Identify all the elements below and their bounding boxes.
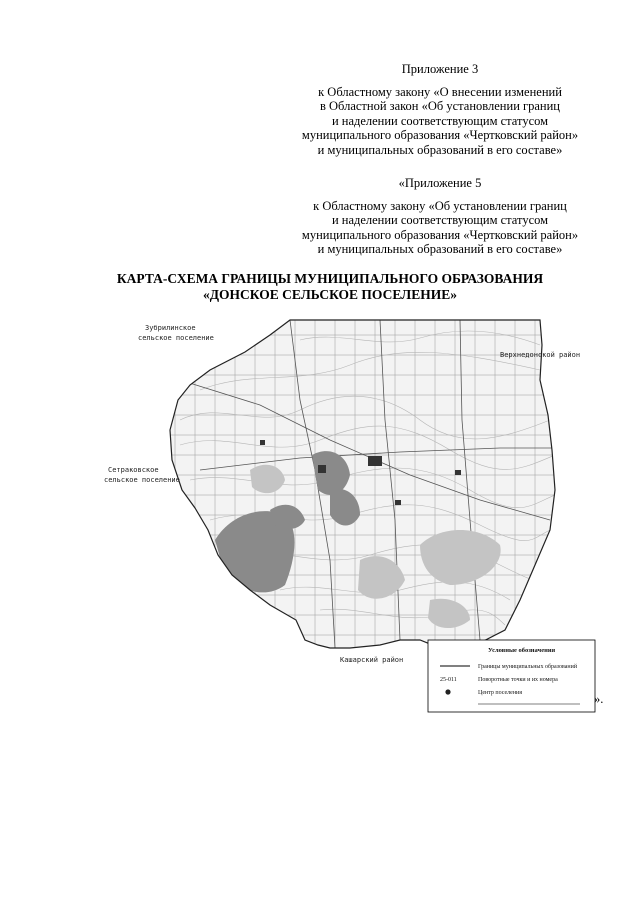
label-verkhnedonskoy: Верхнедонской район — [500, 351, 581, 359]
label-kasharsky: Кашарский район — [340, 656, 404, 664]
appendix-5-line: муниципального образования «Чертковский район» — [301, 227, 579, 242]
map-base — [160, 315, 560, 655]
legend-title: Условные обозначения — [488, 647, 556, 654]
legend — [428, 640, 595, 712]
map-title-line-1: КАРТА-СХЕМА ГРАНИЦЫ МУНИЦИПАЛЬНОГО ОБРАЗОВАНИЯ — [116, 271, 544, 286]
appendix-5-line: к Областному закону «Об установлении границ — [313, 198, 567, 213]
legend-sample-point: 25-011 — [440, 677, 457, 683]
appendix-3-line: в Областной закон «Об установлении границ — [319, 99, 560, 114]
legend-item-turning-points: Поворотные точки и их номера — [478, 677, 558, 683]
appendix-3-line: и муниципальных образований в его составе» — [317, 142, 563, 157]
legend-item-boundaries: Границы муниципальных образований — [478, 664, 578, 670]
label-setrakovskoe: Сетраковское — [108, 466, 159, 474]
settlement-center-icon — [445, 689, 450, 694]
closing-quote-mark: ». — [594, 692, 604, 706]
appendix-5-heading: «Приложение 5 — [398, 176, 482, 190]
appendix-3-heading: Приложение 3 — [401, 62, 479, 76]
appendix-5-line: и муниципальных образований в его составе» — [317, 242, 563, 257]
label-zubrilinskoe: Зубрилинское — [145, 324, 196, 332]
map-title-line-2: «ДОНСКОЕ СЕЛЬСКОЕ ПОСЕЛЕНИЕ» — [203, 287, 457, 302]
appendix-3-line: муниципального образования «Чертковский район» — [301, 128, 579, 143]
legend-item-center: Центр поселения — [478, 690, 523, 696]
label-setrakovskoe-settlement: сельское поселение — [104, 476, 180, 484]
appendix-5-line: и наделении соответствующим статусом — [331, 213, 549, 228]
label-zubrilinskoe-settlement: сельское поселение — [138, 334, 214, 342]
appendix-3-line: и наделении соответствующим статусом — [331, 113, 549, 128]
appendix-3-line: к Областному закону «О внесении изменений — [318, 84, 562, 99]
